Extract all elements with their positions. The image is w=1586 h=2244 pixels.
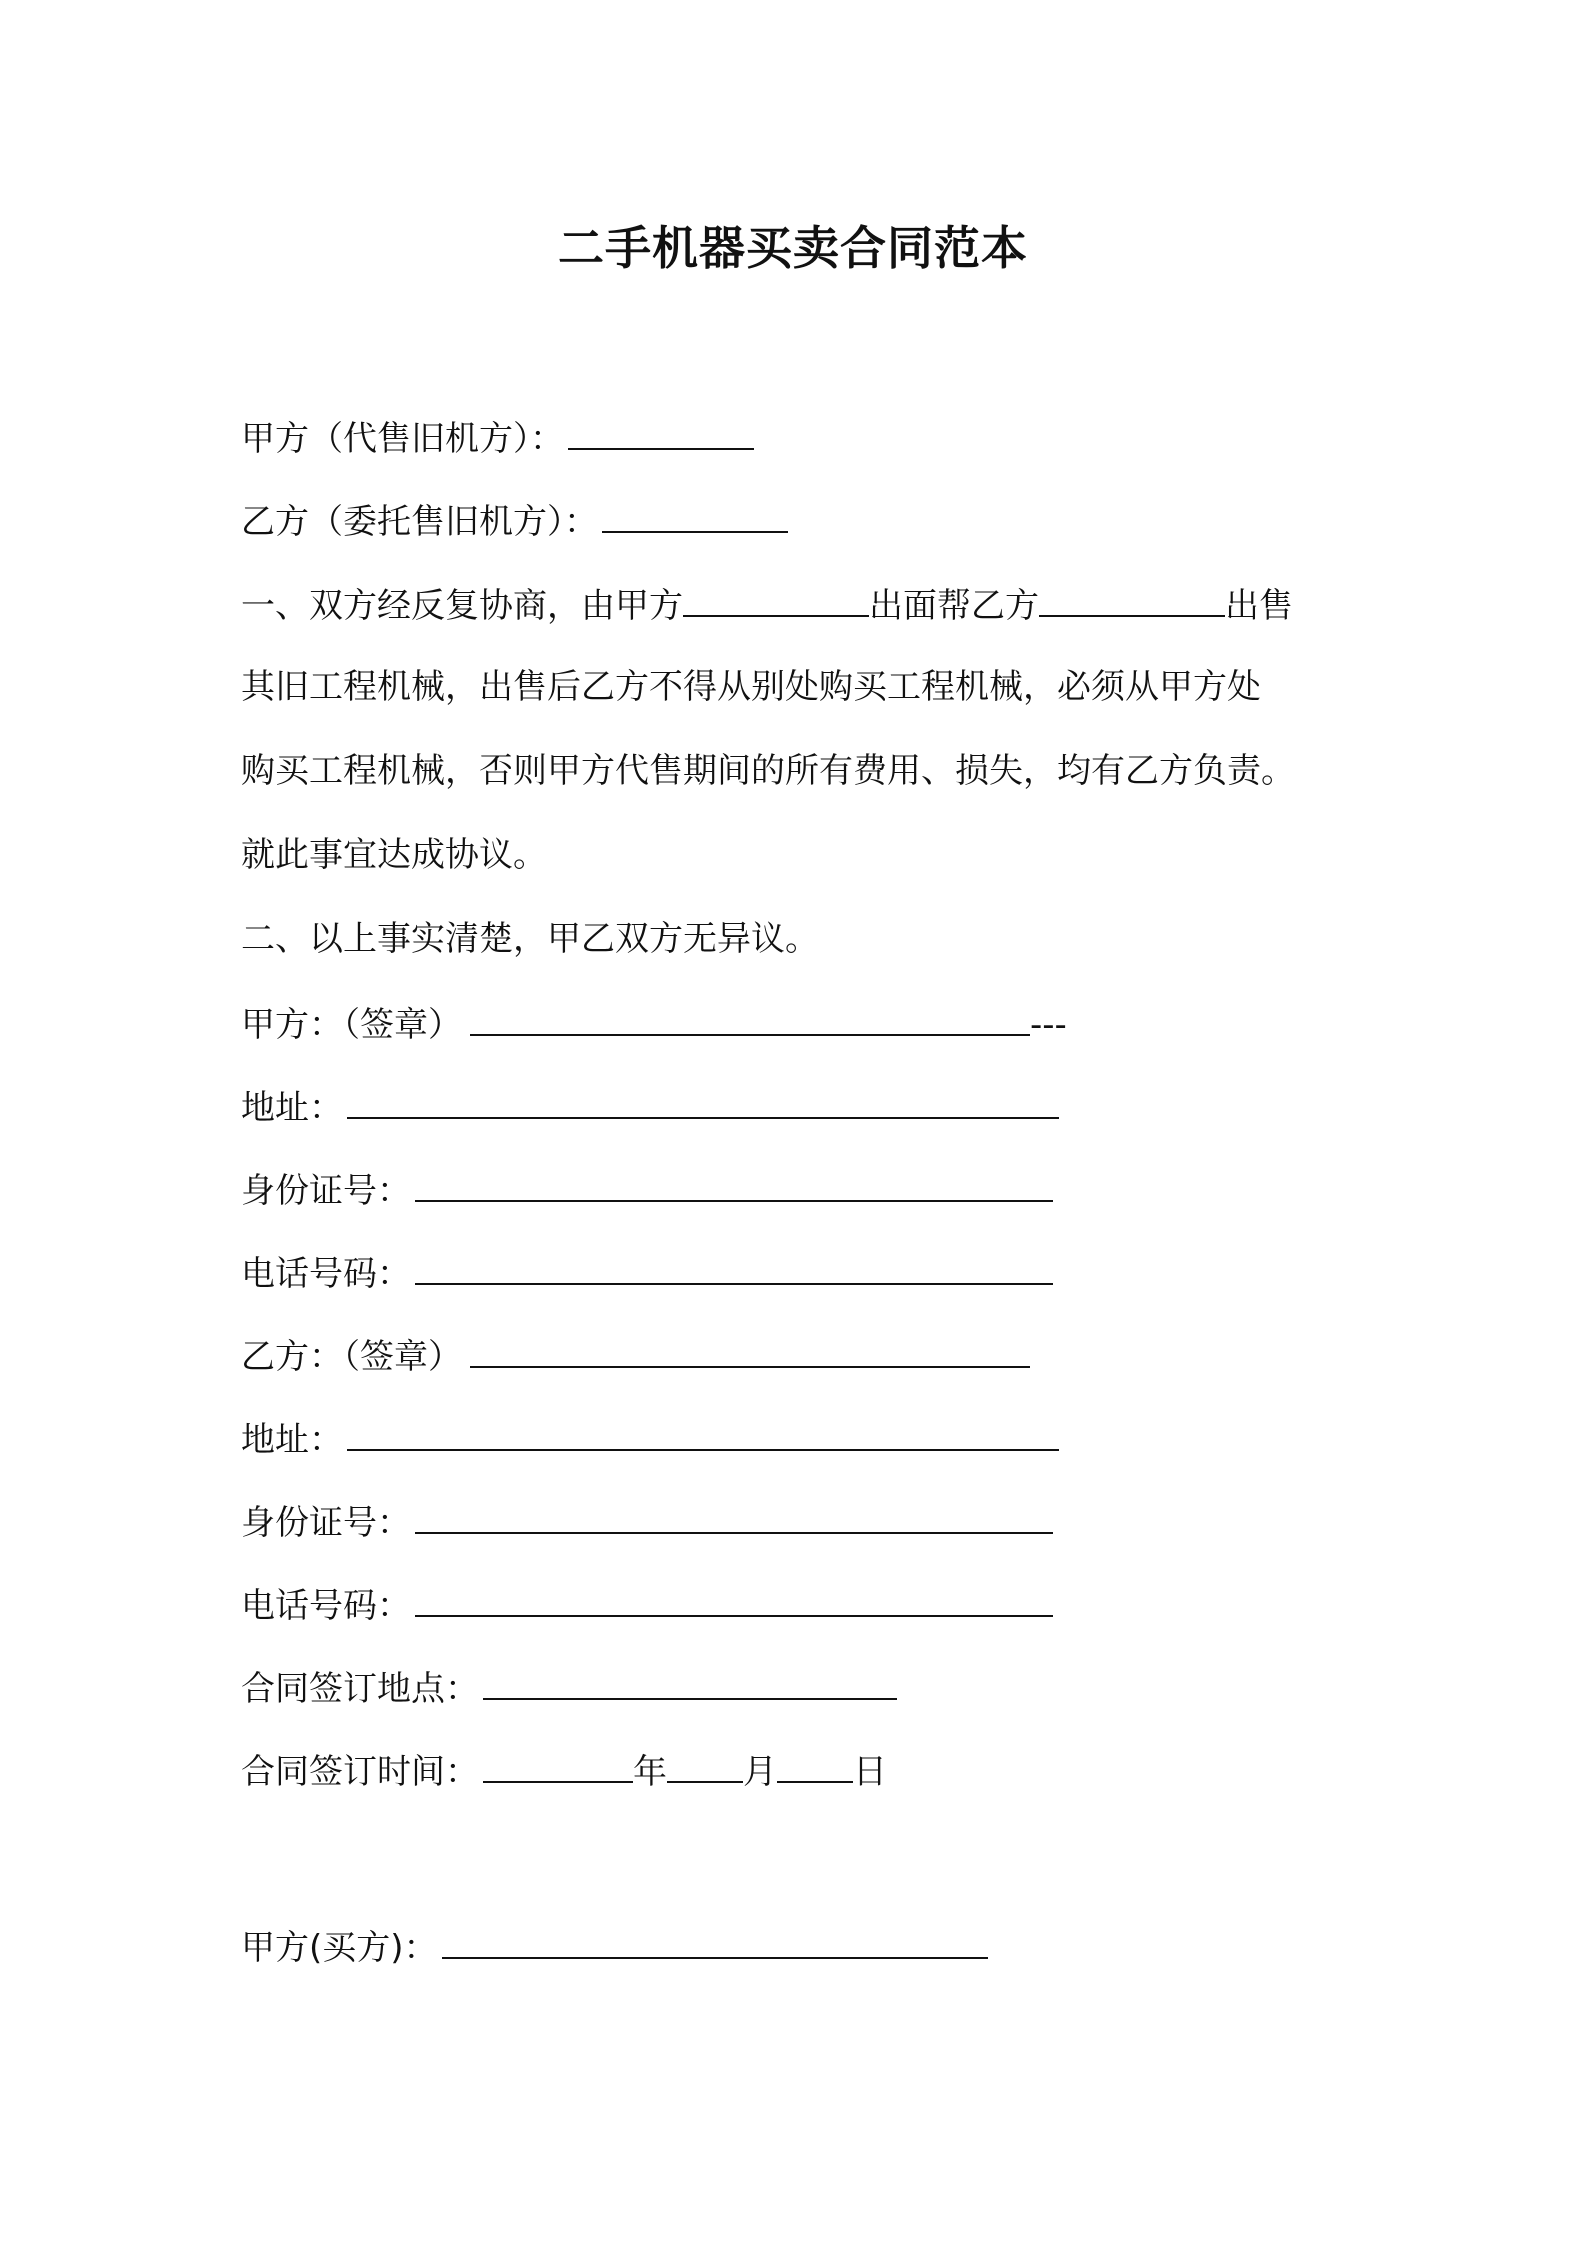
clause1-line3: 购买工程机械，否则甲方代售期间的所有费用、损失，均有乙方负责。 — [241, 751, 1295, 791]
party-a-agent-line — [241, 414, 754, 461]
sign-month-label: 月 — [743, 1752, 777, 1792]
party-b-phone-blank[interactable] — [415, 1581, 1053, 1617]
clause1-blank-b[interactable] — [1039, 581, 1225, 617]
party-a-id-line — [241, 1166, 1053, 1213]
party-b-id-line — [241, 1498, 1053, 1545]
clause1-part3: 出售 — [1225, 586, 1293, 626]
party-b-id-blank[interactable] — [415, 1498, 1053, 1534]
party-b-consignor-line — [241, 497, 788, 544]
party-a-phone-blank[interactable] — [415, 1249, 1053, 1285]
party-a-agent-blank[interactable] — [568, 414, 754, 450]
party-a-id-blank[interactable] — [415, 1166, 1053, 1202]
sign-place-label: 合同签订地点： — [241, 1669, 479, 1709]
clause1-blank-a[interactable] — [683, 581, 869, 617]
buyer-line — [241, 1923, 988, 1970]
party-a-address-label: 地址： — [241, 1088, 343, 1128]
clause1-line1 — [241, 581, 1293, 628]
clause1-line4: 就此事宜达成协议。 — [241, 835, 547, 875]
party-b-address-blank[interactable] — [347, 1415, 1059, 1451]
party-a-sign-label: 甲方：（签章） — [241, 1005, 462, 1045]
party-a-id-label: 身份证号： — [241, 1171, 411, 1211]
clause1-line2: 其旧工程机械，出售后乙方不得从别处购买工程机械，必须从甲方处 — [241, 667, 1261, 707]
party-a-phone-label: 电话号码： — [241, 1254, 411, 1294]
sign-time-label: 合同签订时间： — [241, 1752, 479, 1792]
sign-year-label: 年 — [633, 1752, 667, 1792]
party-a-sign-suffix: --- — [1030, 1005, 1067, 1045]
clause1-part1: 一、双方经反复协商，由甲方 — [241, 586, 683, 626]
clause1-part2: 出面帮乙方 — [869, 586, 1039, 626]
party-a-address-line — [241, 1083, 1059, 1130]
party-a-phone-line — [241, 1249, 1053, 1296]
sign-day-blank[interactable] — [777, 1747, 853, 1783]
party-b-consignor-blank[interactable] — [602, 497, 788, 533]
sign-day-label: 日 — [853, 1752, 887, 1792]
party-a-sign-line — [241, 1000, 1067, 1047]
party-b-id-label: 身份证号： — [241, 1503, 411, 1543]
party-a-sign-blank[interactable] — [470, 1000, 1030, 1036]
sign-month-blank[interactable] — [667, 1747, 743, 1783]
sign-year-blank[interactable] — [483, 1747, 633, 1783]
document-title: 二手机器买卖合同范本 — [558, 221, 1028, 275]
party-b-phone-label: 电话号码： — [241, 1586, 411, 1626]
party-b-address-label: 地址： — [241, 1420, 343, 1460]
clause2-line: 二、以上事实清楚，甲乙双方无异议。 — [241, 919, 819, 959]
sign-time-line — [241, 1747, 887, 1794]
party-b-consignor-label: 乙方（委托售旧机方）： — [241, 502, 598, 542]
party-b-sign-label: 乙方：（签章） — [241, 1337, 462, 1377]
party-b-address-line — [241, 1415, 1059, 1462]
sign-place-line — [241, 1664, 897, 1711]
party-a-address-blank[interactable] — [347, 1083, 1059, 1119]
buyer-label: 甲方(买方)： — [241, 1928, 438, 1968]
party-b-sign-line — [241, 1332, 1030, 1379]
buyer-blank[interactable] — [442, 1923, 988, 1959]
party-b-phone-line — [241, 1581, 1053, 1628]
party-a-agent-label: 甲方（代售旧机方）： — [241, 419, 564, 459]
sign-place-blank[interactable] — [483, 1664, 897, 1700]
party-b-sign-blank[interactable] — [470, 1332, 1030, 1368]
